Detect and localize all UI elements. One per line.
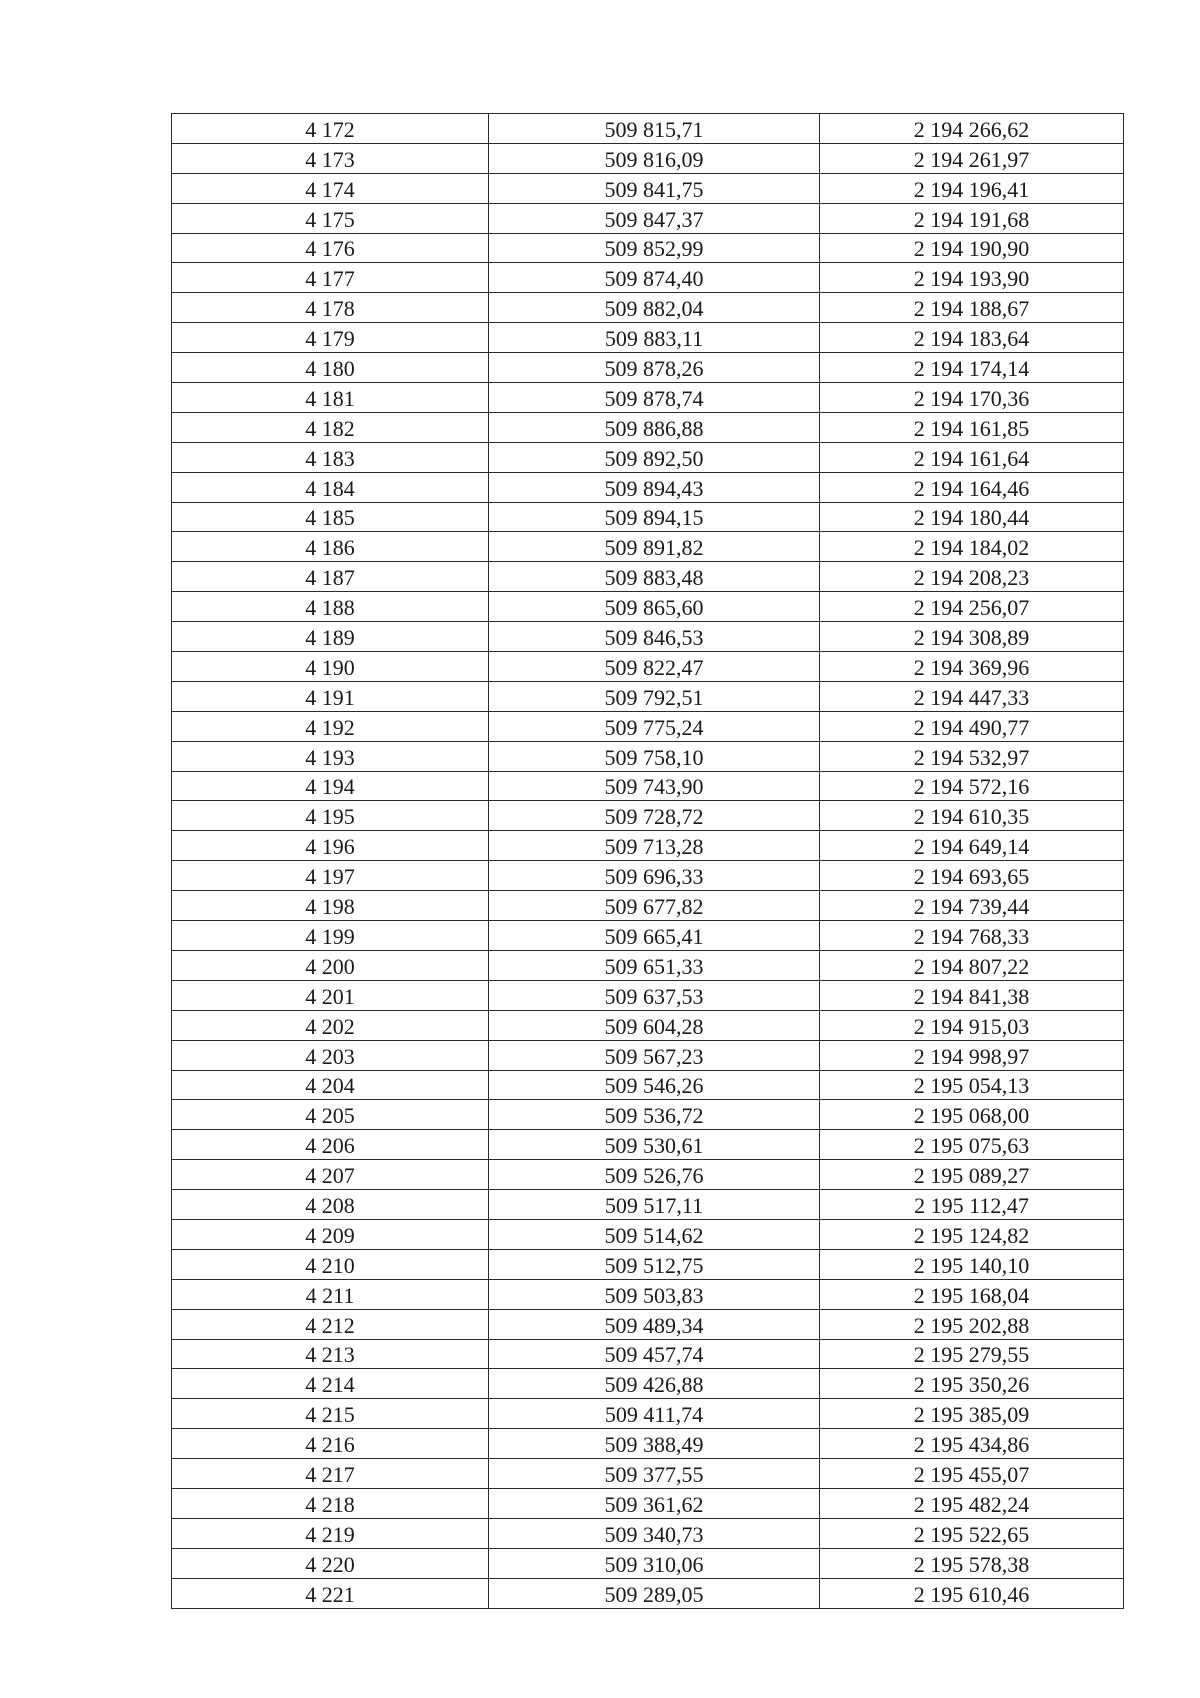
- point-number-cell: 4 193: [172, 741, 489, 771]
- x-coordinate-cell: 509 894,43: [489, 472, 820, 502]
- table-row: [172, 353, 1124, 383]
- table-row: [172, 1070, 1124, 1100]
- point-number-cell: 4 205: [172, 1100, 489, 1130]
- y-coordinate-cell: 2 195 075,63: [820, 1130, 1124, 1160]
- point-number-cell: 4 207: [172, 1160, 489, 1190]
- table-row: [172, 1219, 1124, 1249]
- y-coordinate-cell: 2 194 190,90: [820, 233, 1124, 263]
- point-number-cell: 4 187: [172, 562, 489, 592]
- table-row: [172, 532, 1124, 562]
- y-coordinate-cell: 2 194 915,03: [820, 1010, 1124, 1040]
- y-coordinate-cell: 2 195 279,55: [820, 1339, 1124, 1369]
- x-coordinate-cell: 509 878,74: [489, 383, 820, 413]
- point-number-cell: 4 186: [172, 532, 489, 562]
- table-row: [172, 442, 1124, 472]
- x-coordinate-cell: 509 886,88: [489, 412, 820, 442]
- y-coordinate-cell: 2 194 447,33: [820, 681, 1124, 711]
- point-number-cell: 4 198: [172, 891, 489, 921]
- table-row: [172, 711, 1124, 741]
- y-coordinate-cell: 2 195 140,10: [820, 1249, 1124, 1279]
- x-coordinate-cell: 509 651,33: [489, 950, 820, 980]
- y-coordinate-cell: 2 194 768,33: [820, 921, 1124, 951]
- table-row: [172, 1190, 1124, 1220]
- table-row: [172, 143, 1124, 173]
- y-coordinate-cell: 2 195 578,38: [820, 1548, 1124, 1578]
- y-coordinate-cell: 2 195 124,82: [820, 1219, 1124, 1249]
- y-coordinate-cell: 2 195 168,04: [820, 1279, 1124, 1309]
- x-coordinate-cell: 509 489,34: [489, 1309, 820, 1339]
- table-row: [172, 1249, 1124, 1279]
- x-coordinate-cell: 509 665,41: [489, 921, 820, 951]
- point-number-cell: 4 173: [172, 143, 489, 173]
- x-coordinate-cell: 509 728,72: [489, 801, 820, 831]
- table-row: [172, 412, 1124, 442]
- point-number-cell: 4 179: [172, 323, 489, 353]
- table-row: [172, 293, 1124, 323]
- point-number-cell: 4 218: [172, 1488, 489, 1518]
- y-coordinate-cell: 2 195 522,65: [820, 1518, 1124, 1548]
- point-number-cell: 4 177: [172, 263, 489, 293]
- y-coordinate-cell: 2 194 191,68: [820, 203, 1124, 233]
- y-coordinate-cell: 2 194 572,16: [820, 771, 1124, 801]
- point-number-cell: 4 220: [172, 1548, 489, 1578]
- point-number-cell: 4 175: [172, 203, 489, 233]
- y-coordinate-cell: 2 194 180,44: [820, 502, 1124, 532]
- point-number-cell: 4 174: [172, 173, 489, 203]
- table-row: [172, 114, 1124, 144]
- x-coordinate-cell: 509 604,28: [489, 1010, 820, 1040]
- point-number-cell: 4 199: [172, 921, 489, 951]
- point-number-cell: 4 196: [172, 831, 489, 861]
- x-coordinate-cell: 509 846,53: [489, 622, 820, 652]
- point-number-cell: 4 180: [172, 353, 489, 383]
- table-row: [172, 1010, 1124, 1040]
- table-row: [172, 980, 1124, 1010]
- x-coordinate-cell: 509 530,61: [489, 1130, 820, 1160]
- point-number-cell: 4 203: [172, 1040, 489, 1070]
- x-coordinate-cell: 509 377,55: [489, 1459, 820, 1489]
- x-coordinate-cell: 509 894,15: [489, 502, 820, 532]
- x-coordinate-cell: 509 514,62: [489, 1219, 820, 1249]
- x-coordinate-cell: 509 743,90: [489, 771, 820, 801]
- x-coordinate-cell: 509 878,26: [489, 353, 820, 383]
- table-row: [172, 1160, 1124, 1190]
- table-row: [172, 1518, 1124, 1548]
- point-number-cell: 4 191: [172, 681, 489, 711]
- table-row: [172, 1578, 1124, 1608]
- point-number-cell: 4 172: [172, 114, 489, 144]
- y-coordinate-cell: 2 195 385,09: [820, 1399, 1124, 1429]
- table-row: [172, 203, 1124, 233]
- x-coordinate-cell: 509 775,24: [489, 711, 820, 741]
- point-number-cell: 4 183: [172, 442, 489, 472]
- y-coordinate-cell: 2 194 170,36: [820, 383, 1124, 413]
- x-coordinate-cell: 509 852,99: [489, 233, 820, 263]
- y-coordinate-cell: 2 194 610,35: [820, 801, 1124, 831]
- y-coordinate-cell: 2 195 089,27: [820, 1160, 1124, 1190]
- y-coordinate-cell: 2 194 807,22: [820, 950, 1124, 980]
- point-number-cell: 4 194: [172, 771, 489, 801]
- y-coordinate-cell: 2 195 054,13: [820, 1070, 1124, 1100]
- point-number-cell: 4 192: [172, 711, 489, 741]
- point-number-cell: 4 206: [172, 1130, 489, 1160]
- x-coordinate-cell: 509 677,82: [489, 891, 820, 921]
- table-row: [172, 1548, 1124, 1578]
- coordinates-table-body: [172, 114, 1124, 1609]
- point-number-cell: 4 178: [172, 293, 489, 323]
- x-coordinate-cell: 509 289,05: [489, 1578, 820, 1608]
- x-coordinate-cell: 509 536,72: [489, 1100, 820, 1130]
- y-coordinate-cell: 2 194 308,89: [820, 622, 1124, 652]
- table-row: [172, 1429, 1124, 1459]
- point-number-cell: 4 200: [172, 950, 489, 980]
- y-coordinate-cell: 2 194 184,02: [820, 532, 1124, 562]
- y-coordinate-cell: 2 194 490,77: [820, 711, 1124, 741]
- x-coordinate-cell: 509 892,50: [489, 442, 820, 472]
- table-row: [172, 1488, 1124, 1518]
- table-row: [172, 1339, 1124, 1369]
- x-coordinate-cell: 509 882,04: [489, 293, 820, 323]
- y-coordinate-cell: 2 194 196,41: [820, 173, 1124, 203]
- y-coordinate-cell: 2 194 208,23: [820, 562, 1124, 592]
- point-number-cell: 4 190: [172, 652, 489, 682]
- table-row: [172, 592, 1124, 622]
- point-number-cell: 4 176: [172, 233, 489, 263]
- coordinates-table: [171, 113, 1124, 1609]
- x-coordinate-cell: 509 517,11: [489, 1190, 820, 1220]
- y-coordinate-cell: 2 194 739,44: [820, 891, 1124, 921]
- x-coordinate-cell: 509 310,06: [489, 1548, 820, 1578]
- point-number-cell: 4 181: [172, 383, 489, 413]
- table-row: [172, 681, 1124, 711]
- point-number-cell: 4 204: [172, 1070, 489, 1100]
- x-coordinate-cell: 509 512,75: [489, 1249, 820, 1279]
- x-coordinate-cell: 509 637,53: [489, 980, 820, 1010]
- y-coordinate-cell: 2 195 610,46: [820, 1578, 1124, 1608]
- x-coordinate-cell: 509 361,62: [489, 1488, 820, 1518]
- x-coordinate-cell: 509 388,49: [489, 1429, 820, 1459]
- table-row: [172, 831, 1124, 861]
- point-number-cell: 4 217: [172, 1459, 489, 1489]
- point-number-cell: 4 209: [172, 1219, 489, 1249]
- point-number-cell: 4 208: [172, 1190, 489, 1220]
- x-coordinate-cell: 509 865,60: [489, 592, 820, 622]
- point-number-cell: 4 197: [172, 861, 489, 891]
- y-coordinate-cell: 2 195 350,26: [820, 1369, 1124, 1399]
- y-coordinate-cell: 2 194 998,97: [820, 1040, 1124, 1070]
- table-row: [172, 921, 1124, 951]
- x-coordinate-cell: 509 426,88: [489, 1369, 820, 1399]
- x-coordinate-cell: 509 883,48: [489, 562, 820, 592]
- table-row: [172, 891, 1124, 921]
- table-row: [172, 801, 1124, 831]
- table-row: [172, 233, 1124, 263]
- x-coordinate-cell: 509 503,83: [489, 1279, 820, 1309]
- point-number-cell: 4 216: [172, 1429, 489, 1459]
- x-coordinate-cell: 509 758,10: [489, 741, 820, 771]
- x-coordinate-cell: 509 847,37: [489, 203, 820, 233]
- x-coordinate-cell: 509 815,71: [489, 114, 820, 144]
- x-coordinate-cell: 509 567,23: [489, 1040, 820, 1070]
- point-number-cell: 4 214: [172, 1369, 489, 1399]
- table-row: [172, 1459, 1124, 1489]
- point-number-cell: 4 215: [172, 1399, 489, 1429]
- table-row: [172, 562, 1124, 592]
- table-row: [172, 1040, 1124, 1070]
- y-coordinate-cell: 2 194 649,14: [820, 831, 1124, 861]
- table-row: [172, 622, 1124, 652]
- y-coordinate-cell: 2 194 266,62: [820, 114, 1124, 144]
- table-row: [172, 1399, 1124, 1429]
- y-coordinate-cell: 2 194 164,46: [820, 472, 1124, 502]
- table-row: [172, 472, 1124, 502]
- table-row: [172, 173, 1124, 203]
- x-coordinate-cell: 509 816,09: [489, 143, 820, 173]
- y-coordinate-cell: 2 194 256,07: [820, 592, 1124, 622]
- point-number-cell: 4 195: [172, 801, 489, 831]
- table-row: [172, 1130, 1124, 1160]
- point-number-cell: 4 202: [172, 1010, 489, 1040]
- point-number-cell: 4 189: [172, 622, 489, 652]
- table-row: [172, 950, 1124, 980]
- y-coordinate-cell: 2 195 068,00: [820, 1100, 1124, 1130]
- x-coordinate-cell: 509 457,74: [489, 1339, 820, 1369]
- table-row: [172, 1369, 1124, 1399]
- y-coordinate-cell: 2 194 369,96: [820, 652, 1124, 682]
- y-coordinate-cell: 2 195 202,88: [820, 1309, 1124, 1339]
- y-coordinate-cell: 2 195 434,86: [820, 1429, 1124, 1459]
- y-coordinate-cell: 2 194 183,64: [820, 323, 1124, 353]
- y-coordinate-cell: 2 195 455,07: [820, 1459, 1124, 1489]
- x-coordinate-cell: 509 822,47: [489, 652, 820, 682]
- x-coordinate-cell: 509 792,51: [489, 681, 820, 711]
- point-number-cell: 4 219: [172, 1518, 489, 1548]
- y-coordinate-cell: 2 195 112,47: [820, 1190, 1124, 1220]
- y-coordinate-cell: 2 194 161,85: [820, 412, 1124, 442]
- y-coordinate-cell: 2 194 188,67: [820, 293, 1124, 323]
- x-coordinate-cell: 509 340,73: [489, 1518, 820, 1548]
- table-row: [172, 1100, 1124, 1130]
- x-coordinate-cell: 509 891,82: [489, 532, 820, 562]
- point-number-cell: 4 184: [172, 472, 489, 502]
- table-row: [172, 771, 1124, 801]
- x-coordinate-cell: 509 546,26: [489, 1070, 820, 1100]
- y-coordinate-cell: 2 194 161,64: [820, 442, 1124, 472]
- y-coordinate-cell: 2 194 193,90: [820, 263, 1124, 293]
- y-coordinate-cell: 2 194 693,65: [820, 861, 1124, 891]
- x-coordinate-cell: 509 526,76: [489, 1160, 820, 1190]
- y-coordinate-cell: 2 194 261,97: [820, 143, 1124, 173]
- table-row: [172, 263, 1124, 293]
- point-number-cell: 4 213: [172, 1339, 489, 1369]
- point-number-cell: 4 221: [172, 1578, 489, 1608]
- point-number-cell: 4 188: [172, 592, 489, 622]
- point-number-cell: 4 182: [172, 412, 489, 442]
- table-row: [172, 383, 1124, 413]
- point-number-cell: 4 201: [172, 980, 489, 1010]
- x-coordinate-cell: 509 883,11: [489, 323, 820, 353]
- table-row: [172, 652, 1124, 682]
- table-row: [172, 323, 1124, 353]
- table-row: [172, 1309, 1124, 1339]
- y-coordinate-cell: 2 194 841,38: [820, 980, 1124, 1010]
- table-row: [172, 502, 1124, 532]
- table-row: [172, 861, 1124, 891]
- point-number-cell: 4 212: [172, 1309, 489, 1339]
- point-number-cell: 4 210: [172, 1249, 489, 1279]
- point-number-cell: 4 185: [172, 502, 489, 532]
- table-row: [172, 741, 1124, 771]
- x-coordinate-cell: 509 713,28: [489, 831, 820, 861]
- y-coordinate-cell: 2 194 532,97: [820, 741, 1124, 771]
- x-coordinate-cell: 509 874,40: [489, 263, 820, 293]
- point-number-cell: 4 211: [172, 1279, 489, 1309]
- y-coordinate-cell: 2 194 174,14: [820, 353, 1124, 383]
- y-coordinate-cell: 2 195 482,24: [820, 1488, 1124, 1518]
- x-coordinate-cell: 509 841,75: [489, 173, 820, 203]
- table-row: [172, 1279, 1124, 1309]
- x-coordinate-cell: 509 696,33: [489, 861, 820, 891]
- x-coordinate-cell: 509 411,74: [489, 1399, 820, 1429]
